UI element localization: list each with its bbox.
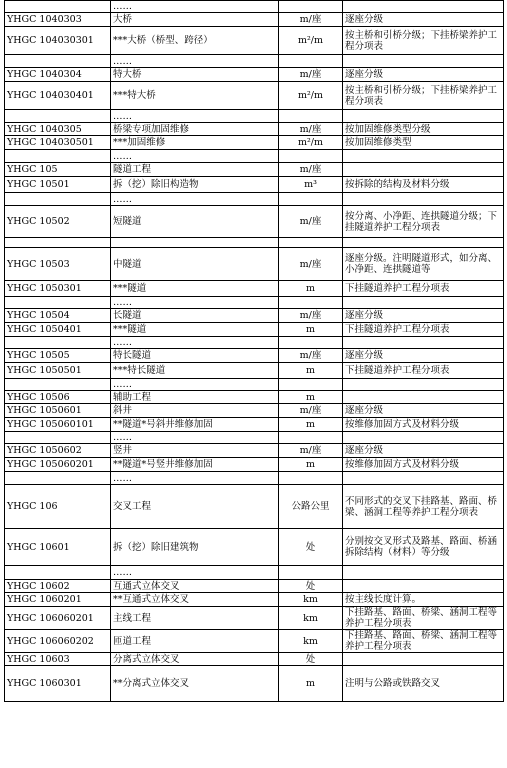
item-name-cell: …… — [111, 379, 279, 391]
item-name-cell: 竖井 — [111, 444, 279, 458]
item-name-cell: 桥梁专项加固维修 — [111, 123, 279, 136]
table-row — [5, 432, 504, 444]
table-row — [5, 1, 504, 13]
table-row — [5, 337, 504, 349]
item-code-cell: YHGC 10501 — [5, 177, 111, 193]
item-code-cell: YHGC 106060202 — [5, 630, 111, 653]
table-row — [5, 297, 504, 309]
table-row — [5, 110, 504, 123]
item-code-cell: YHGC 1040303 — [5, 13, 111, 27]
item-unit-cell — [279, 379, 343, 391]
table-row — [5, 630, 504, 653]
item-code-cell: YHGC 105060101 — [5, 418, 111, 432]
table-row — [5, 529, 504, 566]
item-note-cell: 逐座分级 — [343, 68, 504, 82]
item-code-cell: YHGC 1040305 — [5, 123, 111, 136]
item-name-cell: …… — [111, 193, 279, 206]
item-code-cell: YHGC 104030301 — [5, 27, 111, 55]
item-code-cell — [5, 1, 111, 13]
table-row — [5, 379, 504, 391]
item-unit-cell: 公路公里 — [279, 485, 343, 529]
table-row — [5, 458, 504, 472]
item-name-cell: …… — [111, 566, 279, 580]
item-unit-cell — [279, 432, 343, 444]
item-name-cell: ***特大桥 — [111, 82, 279, 110]
item-code-cell: YHGC 104030401 — [5, 82, 111, 110]
item-note-cell: 下挂路基、路面、桥梁、涵洞工程等养护工程分项表 — [343, 630, 504, 653]
item-name-cell: 特大桥 — [111, 68, 279, 82]
table-row — [5, 653, 504, 666]
item-name-cell: …… — [111, 472, 279, 485]
item-name-cell: 交叉工程 — [111, 485, 279, 529]
table-row — [5, 13, 504, 27]
item-name-cell: ***隧道 — [111, 323, 279, 337]
item-name-cell: 拆（挖）除旧构造物 — [111, 177, 279, 193]
item-note-cell: 逐座分级 — [343, 444, 504, 458]
table-row — [5, 163, 504, 177]
item-unit-cell — [279, 337, 343, 349]
item-note-cell: 按加固维修类型 — [343, 136, 504, 150]
item-unit-cell: m²/m — [279, 82, 343, 110]
table-row — [5, 193, 504, 206]
item-unit-cell: m — [279, 281, 343, 297]
item-name-cell: …… — [111, 110, 279, 123]
item-name-cell: 长隧道 — [111, 309, 279, 323]
item-unit-cell: m — [279, 363, 343, 379]
item-code-cell: YHGC 105060201 — [5, 458, 111, 472]
item-note-cell: 逐座分级 — [343, 309, 504, 323]
item-name-cell: 匝道工程 — [111, 630, 279, 653]
item-name-cell: …… — [111, 55, 279, 68]
item-name-cell: ***加固维修 — [111, 136, 279, 150]
table-row — [5, 123, 504, 136]
item-unit-cell — [279, 472, 343, 485]
item-note-cell — [343, 472, 504, 485]
item-code-cell — [5, 566, 111, 580]
item-note-cell: 按加固维修类型分级 — [343, 123, 504, 136]
item-name-cell: 短隧道 — [111, 206, 279, 238]
item-unit-cell: m/座 — [279, 309, 343, 323]
item-name-cell: 中隧道 — [111, 248, 279, 281]
item-code-cell — [5, 472, 111, 485]
table-row — [5, 82, 504, 110]
table-row — [5, 206, 504, 238]
item-code-cell: YHGC 10506 — [5, 391, 111, 404]
item-name-cell: 辅助工程 — [111, 391, 279, 404]
item-unit-cell — [279, 238, 343, 248]
table-row — [5, 566, 504, 580]
item-unit-cell: m/座 — [279, 248, 343, 281]
item-name-cell: 互通式立体交叉 — [111, 580, 279, 593]
item-code-cell — [5, 110, 111, 123]
item-note-cell: 逐座分级 — [343, 13, 504, 27]
item-note-cell: 下挂隧道养护工程分项表 — [343, 281, 504, 297]
item-note-cell: 按维修加固方式及材料分级 — [343, 458, 504, 472]
table-row — [5, 363, 504, 379]
item-code-cell: YHGC 10602 — [5, 580, 111, 593]
item-name-cell: 隧道工程 — [111, 163, 279, 177]
item-note-cell — [343, 566, 504, 580]
item-name-cell: 斜井 — [111, 404, 279, 418]
item-note-cell: 下挂隧道养护工程分项表 — [343, 363, 504, 379]
table-row — [5, 391, 504, 404]
item-code-cell — [5, 337, 111, 349]
item-name-cell: …… — [111, 150, 279, 163]
table-row — [5, 485, 504, 529]
item-note-cell — [343, 163, 504, 177]
item-note-cell — [343, 653, 504, 666]
item-note-cell: 逐座分级 — [343, 349, 504, 363]
table-row — [5, 68, 504, 82]
item-unit-cell — [279, 566, 343, 580]
item-unit-cell: m/座 — [279, 13, 343, 27]
table-row — [5, 349, 504, 363]
item-note-cell — [343, 110, 504, 123]
item-code-cell — [5, 379, 111, 391]
item-unit-cell — [279, 297, 343, 309]
item-unit-cell — [279, 193, 343, 206]
document-page — [4, 0, 504, 702]
item-note-cell: 分别按交叉形式及路基、路面、桥涵拆除结构（材料）等分级 — [343, 529, 504, 566]
item-unit-cell: km — [279, 607, 343, 630]
item-unit-cell: m/座 — [279, 349, 343, 363]
table-row — [5, 666, 504, 702]
item-unit-cell: m³ — [279, 177, 343, 193]
item-unit-cell: m/座 — [279, 123, 343, 136]
item-code-cell: YHGC 106060201 — [5, 607, 111, 630]
item-unit-cell: 处 — [279, 653, 343, 666]
table-row — [5, 593, 504, 607]
item-code-cell — [5, 238, 111, 248]
item-code-cell: YHGC 105 — [5, 163, 111, 177]
item-note-cell — [343, 580, 504, 593]
item-note-cell: 逐座分级。注明隧道形式，如分离、小净距、连拱隧道等 — [343, 248, 504, 281]
table-row — [5, 27, 504, 55]
item-name-cell: …… — [111, 297, 279, 309]
item-code-cell — [5, 193, 111, 206]
item-name-cell — [111, 238, 279, 248]
item-name-cell: 特长隧道 — [111, 349, 279, 363]
item-code-cell — [5, 55, 111, 68]
item-unit-cell: m — [279, 418, 343, 432]
item-note-cell: 按分离、小净距、连拱隧道分级；下挂隧道养护工程分项表 — [343, 206, 504, 238]
maintenance-item-table — [4, 0, 504, 702]
item-code-cell — [5, 297, 111, 309]
item-name-cell: **隧道*号竖井维修加固 — [111, 458, 279, 472]
item-code-cell: YHGC 10603 — [5, 653, 111, 666]
item-unit-cell: m — [279, 458, 343, 472]
item-unit-cell: m²/m — [279, 136, 343, 150]
table-row — [5, 238, 504, 248]
item-code-cell: YHGC 1050401 — [5, 323, 111, 337]
item-note-cell — [343, 238, 504, 248]
item-note-cell: 按主线长度计算。 — [343, 593, 504, 607]
item-unit-cell: m/座 — [279, 404, 343, 418]
item-note-cell — [343, 297, 504, 309]
item-note-cell — [343, 1, 504, 13]
table-row — [5, 55, 504, 68]
item-code-cell: YHGC 1040304 — [5, 68, 111, 82]
item-code-cell: YHGC 10504 — [5, 309, 111, 323]
table-row — [5, 309, 504, 323]
table-row — [5, 150, 504, 163]
item-code-cell: YHGC 1060201 — [5, 593, 111, 607]
item-name-cell: **隧道*号斜井维修加固 — [111, 418, 279, 432]
item-unit-cell: m/座 — [279, 444, 343, 458]
item-unit-cell: m/座 — [279, 68, 343, 82]
item-note-cell — [343, 150, 504, 163]
item-name-cell: …… — [111, 432, 279, 444]
item-code-cell: YHGC 10601 — [5, 529, 111, 566]
table-row — [5, 580, 504, 593]
item-name-cell: **分离式立体交叉 — [111, 666, 279, 702]
item-note-cell: 按拆除的结构及材料分级 — [343, 177, 504, 193]
item-name-cell: ***特长隧道 — [111, 363, 279, 379]
item-unit-cell: m/座 — [279, 206, 343, 238]
table-body — [5, 1, 504, 702]
item-name-cell: …… — [111, 337, 279, 349]
item-note-cell: 不同形式的交叉下挂路基、路面、桥梁、涵洞工程等养护工程分项表 — [343, 485, 504, 529]
item-code-cell: YHGC 1050501 — [5, 363, 111, 379]
item-unit-cell: m — [279, 391, 343, 404]
table-row — [5, 404, 504, 418]
item-name-cell: 分离式立体交叉 — [111, 653, 279, 666]
item-unit-cell: km — [279, 593, 343, 607]
item-name-cell: 拆（挖）除旧建筑物 — [111, 529, 279, 566]
item-code-cell — [5, 150, 111, 163]
item-note-cell — [343, 391, 504, 404]
item-note-cell: 注明与公路或铁路交叉 — [343, 666, 504, 702]
item-note-cell — [343, 55, 504, 68]
table-row — [5, 323, 504, 337]
item-unit-cell — [279, 150, 343, 163]
item-code-cell: YHGC 1050602 — [5, 444, 111, 458]
item-code-cell: YHGC 106 — [5, 485, 111, 529]
table-row — [5, 418, 504, 432]
table-row — [5, 472, 504, 485]
item-unit-cell: m — [279, 323, 343, 337]
item-code-cell: YHGC 10502 — [5, 206, 111, 238]
item-unit-cell: km — [279, 630, 343, 653]
item-unit-cell: m²/m — [279, 27, 343, 55]
item-note-cell: 按主桥和引桥分级；下挂桥梁养护工程分项表 — [343, 27, 504, 55]
item-code-cell: YHGC 1060301 — [5, 666, 111, 702]
item-code-cell — [5, 432, 111, 444]
item-unit-cell: 处 — [279, 580, 343, 593]
item-note-cell: 按主桥和引桥分级；下挂桥梁养护工程分项表 — [343, 82, 504, 110]
item-note-cell — [343, 337, 504, 349]
table-row — [5, 136, 504, 150]
item-note-cell — [343, 193, 504, 206]
item-note-cell: 逐座分级 — [343, 404, 504, 418]
item-name-cell: **互通式立体交叉 — [111, 593, 279, 607]
item-unit-cell: m — [279, 666, 343, 702]
item-unit-cell: m/座 — [279, 163, 343, 177]
item-name-cell: ***隧道 — [111, 281, 279, 297]
item-unit-cell — [279, 55, 343, 68]
item-code-cell: YHGC 1050301 — [5, 281, 111, 297]
table-row — [5, 281, 504, 297]
item-name-cell: ***大桥（桥型、跨径） — [111, 27, 279, 55]
item-name-cell: …… — [111, 1, 279, 13]
item-unit-cell — [279, 110, 343, 123]
item-note-cell: 下挂路基、路面、桥梁、涵洞工程等养护工程分项表 — [343, 607, 504, 630]
table-row — [5, 248, 504, 281]
item-unit-cell — [279, 1, 343, 13]
item-code-cell: YHGC 10503 — [5, 248, 111, 281]
item-unit-cell: 处 — [279, 529, 343, 566]
item-note-cell: 下挂隧道养护工程分项表 — [343, 323, 504, 337]
table-row — [5, 607, 504, 630]
table-row — [5, 177, 504, 193]
item-name-cell: 大桥 — [111, 13, 279, 27]
item-note-cell: 按维修加固方式及材料分级 — [343, 418, 504, 432]
item-code-cell: YHGC 10505 — [5, 349, 111, 363]
item-note-cell — [343, 432, 504, 444]
item-code-cell: YHGC 1050601 — [5, 404, 111, 418]
item-note-cell — [343, 379, 504, 391]
item-name-cell: 主线工程 — [111, 607, 279, 630]
item-code-cell: YHGC 104030501 — [5, 136, 111, 150]
table-row — [5, 444, 504, 458]
